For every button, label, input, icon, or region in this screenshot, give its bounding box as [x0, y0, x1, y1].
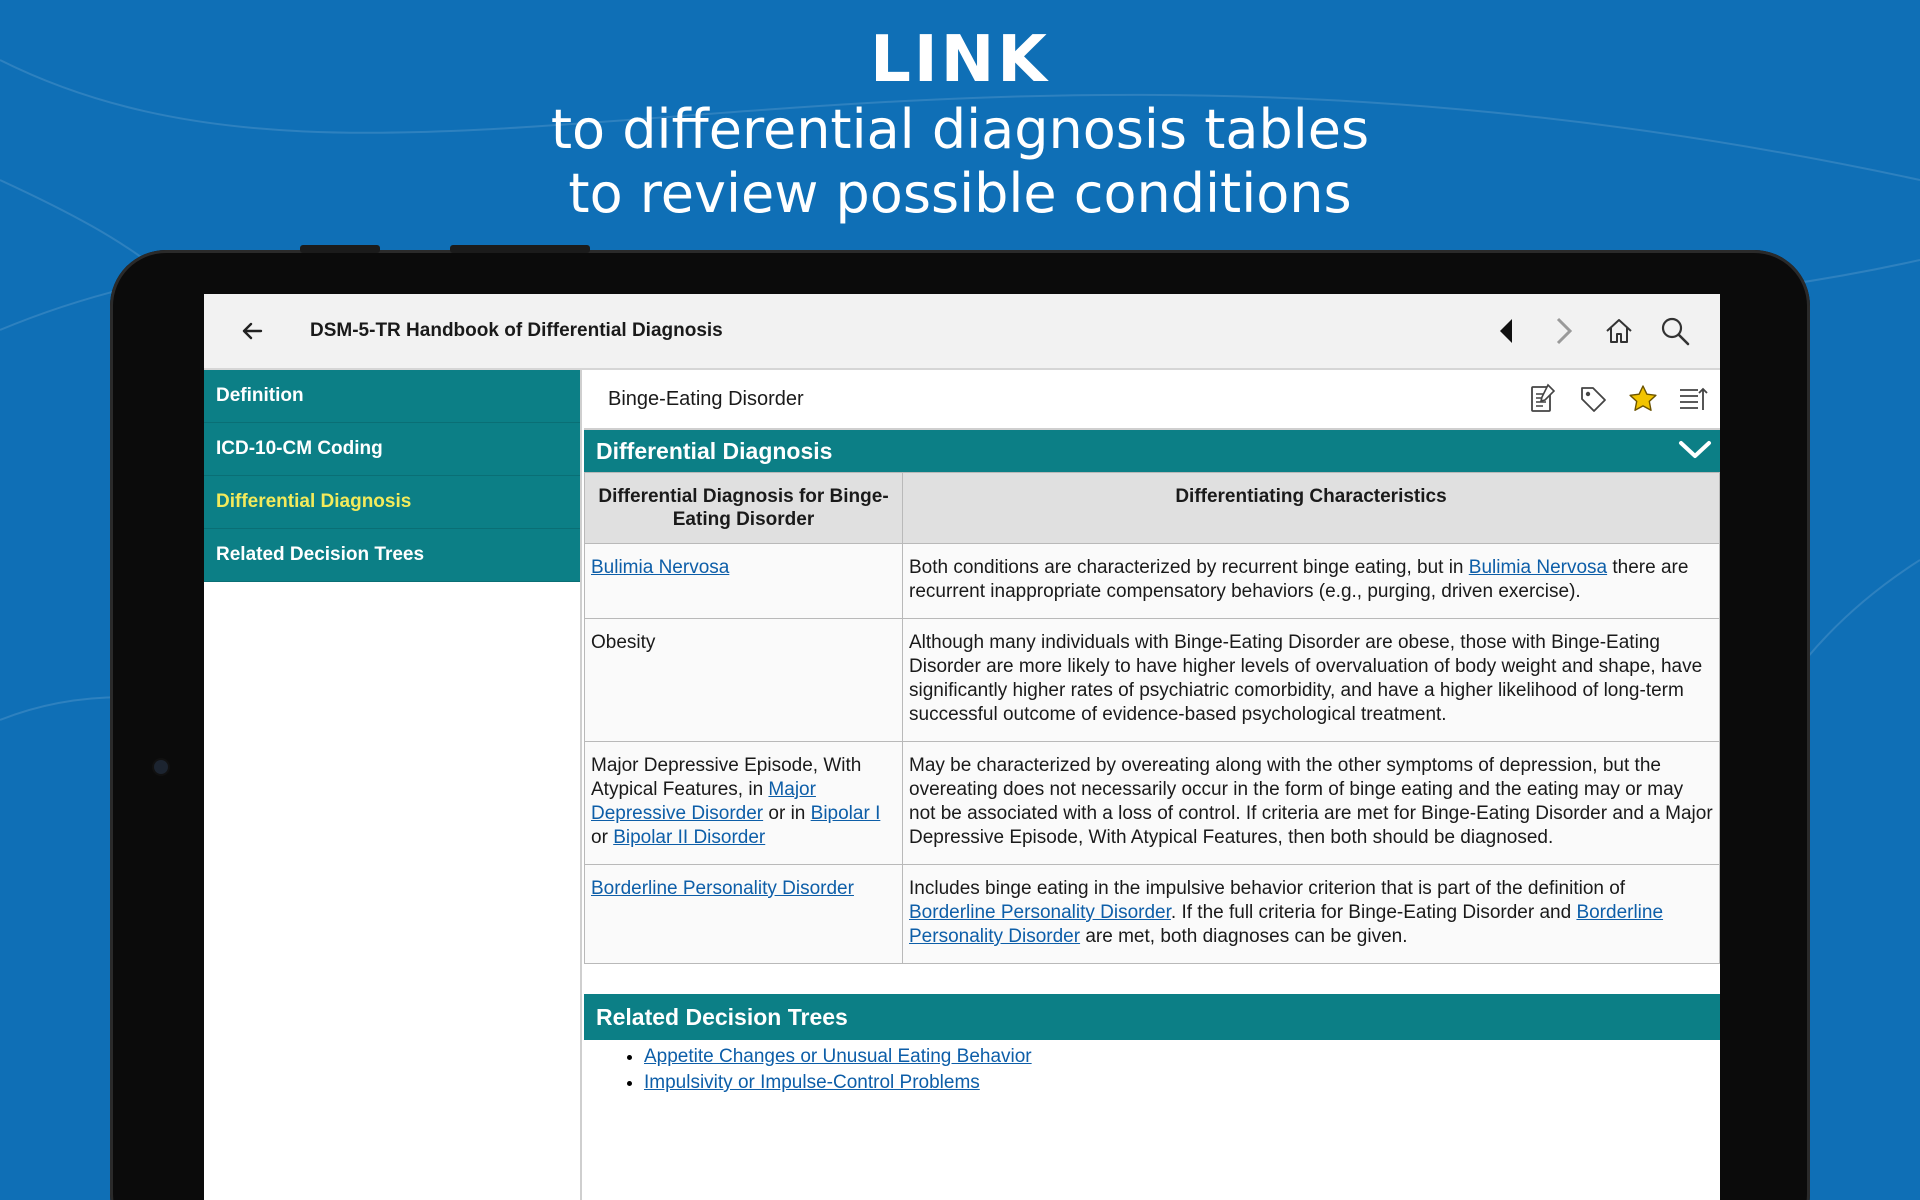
promo-line-1: to differential diagnosis tables — [550, 98, 1370, 161]
table-header-diagnosis: Differential Diagnosis for Binge-Eating Disorder — [585, 473, 903, 544]
related-link-appetite[interactable]: Appetite Changes or Unusual Eating Behavior — [644, 1046, 1032, 1067]
sidebar-menu — [204, 370, 580, 582]
list-item — [644, 1070, 1720, 1096]
tablet-button — [300, 245, 380, 253]
app-title: DSM-5-TR Handbook of Differential Diagnosis — [310, 320, 723, 341]
cross-reference-link[interactable]: Borderline Personality Disorder — [591, 878, 854, 899]
cell-text: there are recurrent inappropriate compensatory behaviors (e.g., purging, driven exercise). — [909, 557, 1689, 602]
cell-text: Obesity — [591, 632, 656, 653]
sidebar-item-definition[interactable]: Definition — [204, 370, 580, 423]
diagnosis-cell — [585, 742, 903, 865]
back-arrow-icon — [240, 319, 264, 343]
cross-reference-link[interactable]: Borderline Personality Disorder — [909, 902, 1171, 923]
section-title: Differential Diagnosis — [596, 437, 833, 464]
cell-text: . If the full criteria for Binge-Eating Disorder and — [1170, 902, 1577, 923]
sidebar — [204, 370, 582, 1200]
content-header — [584, 370, 1720, 430]
bookmark-button[interactable] — [1624, 380, 1662, 418]
outline-icon — [1677, 384, 1709, 414]
diagnosis-cell — [585, 865, 903, 964]
cross-reference-link[interactable]: Major Depressive Disorder — [591, 779, 816, 824]
promo-headline: LINK — [870, 23, 1050, 97]
cross-reference-link[interactable]: Bipolar II Disorder — [613, 827, 766, 848]
tag-icon — [1578, 384, 1608, 414]
prev-icon — [1497, 317, 1517, 345]
diagnosis-cell — [585, 619, 903, 742]
back-button[interactable] — [232, 311, 272, 351]
related-decision-trees-header — [584, 994, 1720, 1040]
chapter-title: Binge-Eating Disorder — [608, 387, 804, 410]
camera-icon — [154, 760, 168, 774]
app-bar — [204, 294, 1720, 370]
home-icon — [1604, 316, 1634, 346]
cross-reference-link[interactable]: Borderline Personality Disorder — [909, 902, 1664, 947]
differential-table — [584, 472, 1720, 964]
table-row — [585, 742, 1720, 865]
sidebar-item-icd-coding[interactable]: ICD-10-CM Coding — [204, 423, 580, 476]
tablet-button — [450, 245, 590, 253]
diagnosis-cell — [585, 544, 903, 619]
outline-button[interactable] — [1674, 380, 1712, 418]
cell-text: Both conditions are characterized by recurrent binge eating, but in — [909, 557, 1469, 578]
cell-text: are met, both diagnoses can be given. — [1080, 926, 1408, 947]
characteristics-cell — [903, 544, 1720, 619]
search-icon — [1660, 316, 1690, 346]
promo-line-2: to review possible conditions — [568, 162, 1352, 225]
cell-text: Includes binge eating in the impulsive behavior criterion that is part of the definition of — [909, 878, 1626, 899]
related-title: Related Decision Trees — [596, 1003, 848, 1030]
related-links-list — [584, 1044, 1720, 1096]
sidebar-item-differential-diagnosis[interactable]: Differential Diagnosis — [204, 476, 580, 529]
next-button[interactable] — [1544, 312, 1582, 350]
cell-text: May be characterized by overeating along with the other symptoms of depression, but the overeating does not necessarily occur in the form of binge eating and the eating may or may not be associated with a loss of control. If criteria are met for Binge-Eating Disorder and a Major Depressive Episode, With Atypical Features, then both should be diagnosed. — [909, 755, 1713, 848]
table-row — [585, 544, 1720, 619]
sidebar-item-related-decision-trees[interactable]: Related Decision Trees — [204, 529, 580, 582]
app-screen — [204, 294, 1720, 1200]
cross-reference-link[interactable]: Bulimia Nervosa — [1468, 557, 1608, 578]
home-button[interactable] — [1600, 312, 1638, 350]
table-row — [585, 619, 1720, 742]
characteristics-cell — [903, 742, 1720, 865]
cross-reference-link[interactable]: Bipolar I — [810, 803, 881, 824]
next-icon — [1553, 317, 1573, 345]
differential-diagnosis-header[interactable] — [584, 430, 1720, 472]
table-header-row — [585, 473, 1720, 544]
cell-text: Although many individuals with Binge-Eating Disorder are obese, those with Binge-Eating Disorder are more likely to have higher levels of overvaluation of body weight and shape, have significantly higher rates of psychiatric comorbidity, and have a higher likelihood of long-term successful outcome of evidence-based psychological treatment. — [909, 632, 1703, 725]
previous-button[interactable] — [1488, 312, 1526, 350]
star-icon — [1627, 383, 1659, 415]
tag-button[interactable] — [1574, 380, 1612, 418]
characteristics-cell — [903, 865, 1720, 964]
cell-text: Major Depressive Episode, With Atypical Features, in — [591, 755, 862, 800]
notes-button[interactable] — [1524, 380, 1562, 418]
table-row — [585, 865, 1720, 964]
chevron-down-icon[interactable] — [1678, 438, 1712, 462]
cell-text: or — [591, 827, 614, 848]
list-item — [644, 1044, 1720, 1070]
content-pane — [584, 370, 1720, 1200]
cross-reference-link[interactable]: Bulimia Nervosa — [591, 557, 730, 578]
notes-icon — [1528, 383, 1558, 415]
promo-banner — [0, 22, 1920, 226]
search-button[interactable] — [1656, 312, 1694, 350]
table-header-characteristics: Differentiating Characteristics — [903, 473, 1720, 544]
characteristics-cell — [903, 619, 1720, 742]
related-link-impulsivity[interactable]: Impulsivity or Impulse-Control Problems — [644, 1072, 980, 1093]
cell-text: or in — [763, 803, 811, 824]
